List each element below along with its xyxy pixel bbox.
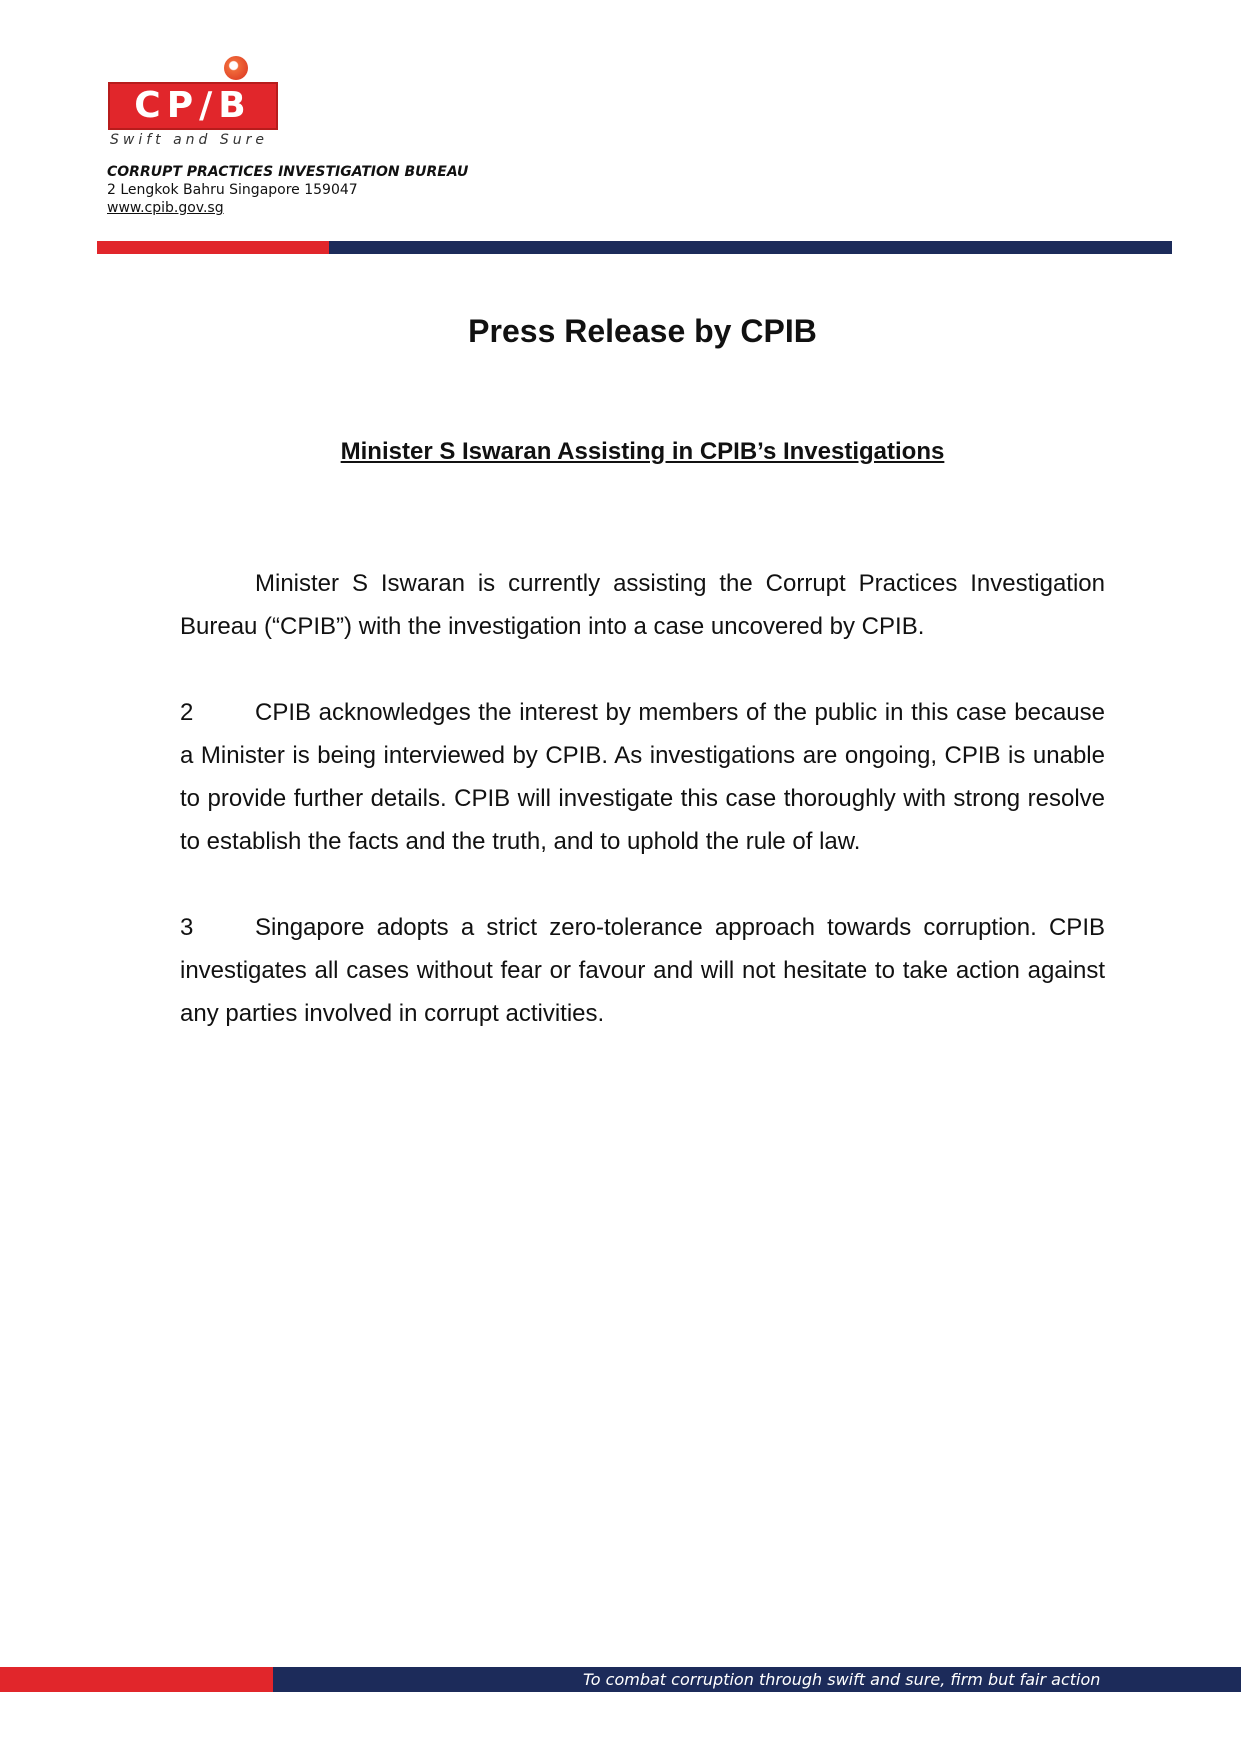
paragraph-number: 3 [180, 914, 194, 941]
paragraph-text: Minister S Iswaran is currently assisting the Corrupt Practices Investigation Bureau (“CPIB”) with the investigation into a case uncovered by CPIB. [180, 570, 1105, 640]
logo-box [108, 82, 278, 130]
paragraph-2 [180, 691, 1105, 863]
header-divider-bar [97, 241, 1172, 254]
paragraph-text: Singapore adopts a strict zero-tolerance approach towards corruption. CPIB investigates all cases without fear or favour and will not hesitate to take action against any parties involved in corrupt activities. [180, 914, 1105, 1027]
logo-dot-icon [224, 56, 248, 80]
logo-tagline: Swift and Sure [110, 132, 269, 148]
footer-red-segment [0, 1667, 273, 1692]
page-subtitle: Minister S Iswaran Assisting in CPIB’s Investigations [340, 438, 945, 465]
page-title: Press Release by CPIB [468, 313, 817, 349]
paragraph-3 [180, 906, 1105, 1035]
paragraph-text: CPIB acknowledges the interest by members of the public in this case because a Minister is being interviewed by CPIB. As investigations are ongoing, CPIB is unable to provide further details. CPIB will investigate this case thoroughly with strong resolve to establish the facts and the truth, and to uphold the rule of law. [180, 699, 1105, 855]
footer-bar [0, 1667, 1241, 1692]
org-address: 2 Lengkok Bahru Singapore 159047 [107, 182, 358, 198]
logo-text: CP/B [134, 85, 252, 126]
paragraph-1 [180, 562, 1105, 648]
divider-red-segment [97, 241, 329, 254]
divider-navy-segment [329, 241, 1172, 254]
paragraph-number: 2 [180, 699, 194, 726]
org-website-link[interactable]: www.cpib.gov.sg [107, 200, 224, 216]
org-info [107, 163, 468, 217]
org-name: CORRUPT PRACTICES INVESTIGATION BUREAU [107, 164, 469, 180]
cpib-logo [106, 52, 286, 152]
footer-motto: To combat corruption through swift and sure, firm but fair action [583, 1670, 1101, 1689]
press-release-body [180, 562, 1105, 1078]
